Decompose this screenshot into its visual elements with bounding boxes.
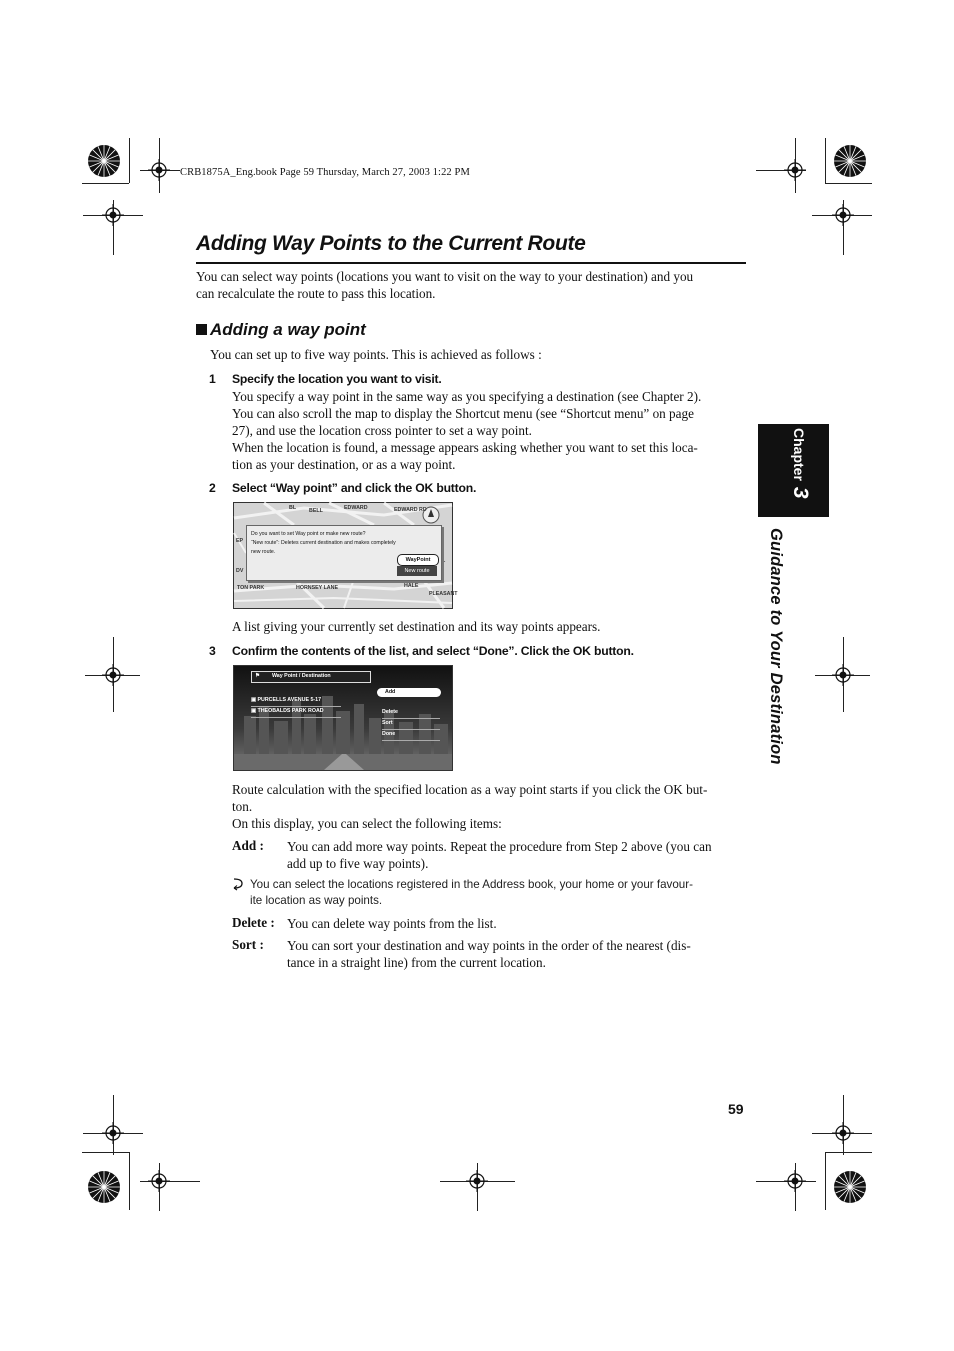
list-header: Way Point / Destination: [272, 673, 331, 679]
chapter-section-title: Guidance to Your Destination: [767, 528, 785, 765]
step-line: 27), and use the location cross pointer to set a way point.: [232, 423, 532, 438]
step-number: 1: [209, 372, 216, 386]
starburst-mark-icon: [87, 144, 121, 178]
registration-mark-icon: [102, 664, 124, 686]
street-label: EP: [236, 538, 244, 544]
dialog-message: [251, 530, 397, 557]
dialog-line: “New route”: Deletes current destination and makes completely: [251, 540, 396, 546]
crop-line: [825, 183, 872, 184]
list-row-label: PURCELLS AVENUE 5-17: [257, 697, 322, 703]
street-label: HALE: [404, 583, 419, 589]
square-bullet-icon: [196, 324, 207, 335]
step-title: Select “Way point” and click the OK button.: [232, 481, 477, 495]
term-sort: Sort :: [232, 937, 264, 952]
registration-mark-icon: [102, 204, 124, 226]
term-delete-desc: You can delete way points from the list.: [287, 916, 497, 931]
subsection-intro: You can set up to five way points. This is achieved as follows :: [210, 347, 542, 362]
waypoint-icon: ▣: [251, 697, 258, 703]
chapter-number: 3: [789, 486, 812, 499]
destination-flag-icon: ⚑: [255, 673, 260, 679]
book-info: CRB1875A_Eng.book Page 59 Thursday, March 27, 2003 1:22 PM: [180, 167, 470, 178]
term-delete: Delete :: [232, 915, 275, 930]
step-line: ton.: [232, 799, 253, 814]
note-line: ite location as way points.: [250, 894, 383, 907]
step-number: 3: [209, 644, 216, 658]
registration-mark-icon: [832, 1122, 854, 1144]
street-label: EDWARD RD: [394, 507, 427, 513]
step-body: [232, 388, 752, 473]
step-line: On this display, you can select the following items:: [232, 816, 502, 831]
step-title: Specify the location you want to visit.: [232, 372, 442, 386]
subsection-title-text: Adding a way point: [210, 320, 366, 339]
step-line: You can also scroll the map to display the Shortcut menu (see “Shortcut menu” on page: [232, 406, 694, 421]
crop-line: [82, 183, 129, 184]
crop-line: [825, 138, 826, 183]
registration-mark-icon: [832, 204, 854, 226]
menu-add-label: Add: [385, 689, 396, 695]
registration-mark-icon: [148, 159, 170, 181]
note-line: You can select the locations registered in the Address book, your home or your favour-: [250, 878, 693, 891]
starburst-mark-icon: [87, 1170, 121, 1204]
street-label: EDWARD: [344, 505, 368, 511]
list-header-bar: [251, 671, 371, 683]
street-label: BL: [289, 505, 297, 511]
waypoint-button[interactable]: WayPoint: [397, 554, 439, 566]
menu-add[interactable]: [377, 688, 441, 697]
crop-line: [129, 1152, 130, 1210]
chapter-label: [788, 428, 812, 499]
step-title: Confirm the contents of the list, and select “Done”. Click the OK button.: [232, 644, 634, 658]
new-route-button[interactable]: New route: [397, 566, 437, 576]
crop-line: [825, 1152, 826, 1210]
screenshot-waypoint-list: [233, 665, 453, 771]
waypoint-icon: ▣: [251, 708, 258, 714]
registration-mark-icon: [832, 664, 854, 686]
list-row[interactable]: [251, 699, 341, 718]
starburst-mark-icon: [833, 1170, 867, 1204]
street-label: PLEASANT: [429, 591, 458, 597]
dialog-line: Do you want to set Way point or make new route?: [251, 531, 366, 537]
step-line: When the location is found, a message appears asking whether you want to set this loca-: [232, 440, 698, 455]
term-sort-desc: [287, 937, 752, 971]
starburst-mark-icon: [833, 144, 867, 178]
desc-line: add up to five way points).: [287, 856, 429, 871]
intro-line: can recalculate the route to pass this location.: [196, 286, 436, 301]
page-number: 59: [728, 1101, 744, 1117]
intro-line: You can select way points (locations you want to visit on the way to your destination) and you: [196, 269, 694, 284]
waypoint-dialog: [246, 525, 442, 581]
street-label: HORNSEY LANE: [296, 585, 338, 591]
menu-sort-label: Sort: [382, 720, 393, 726]
desc-line: tance in a straight line) from the current location.: [287, 955, 546, 970]
menu-done[interactable]: [382, 722, 440, 741]
note-text: [250, 877, 750, 909]
street-label: BELL: [309, 508, 323, 514]
street-label: DV: [236, 568, 244, 574]
registration-mark-icon: [102, 1122, 124, 1144]
registration-mark-icon: [784, 1170, 806, 1192]
crop-line: [129, 138, 130, 183]
dialog-line: new route.: [251, 549, 276, 555]
term-add: Add :: [232, 838, 264, 853]
menu-delete-label: Delete: [382, 709, 398, 715]
step-after-text: A list giving your currently set destination and its way points appears.: [232, 619, 601, 634]
desc-line: You can add more way points. Repeat the procedure from Step 2 above (you can: [287, 839, 712, 854]
page-title: Adding Way Points to the Current Route: [196, 232, 586, 255]
screenshot-waypoint-dialog: [233, 502, 458, 609]
chapter-word: Chapter: [791, 428, 807, 481]
list-row-label: THEOBALDS PARK ROAD: [257, 708, 324, 714]
street-label: TON PARK: [237, 585, 265, 591]
note-arrow-icon: [232, 877, 245, 890]
registration-mark-icon: [148, 1170, 170, 1192]
menu-done-label: Done: [382, 731, 396, 737]
registration-mark-icon: [784, 159, 806, 181]
title-rule: [196, 262, 746, 264]
crop-line: [82, 1152, 129, 1153]
street-label: L: [442, 558, 446, 564]
desc-line: You can sort your destination and way points in the order of the nearest (dis-: [287, 938, 691, 953]
step-number: 2: [209, 481, 216, 495]
crop-line: [825, 1152, 872, 1153]
term-add-desc: [287, 838, 752, 872]
step-line: You specify a way point in the same way as you specifying a destination (see Chapter 2).: [232, 389, 702, 404]
step-line: tion as your destination, or as a way point.: [232, 457, 456, 472]
intro-paragraph: [196, 268, 756, 302]
step-line: Route calculation with the specified location as a way point starts if you click the OK but-: [232, 782, 708, 797]
subsection-title: [196, 320, 366, 340]
step-after-text: [232, 781, 752, 832]
registration-mark-icon: [466, 1170, 488, 1192]
